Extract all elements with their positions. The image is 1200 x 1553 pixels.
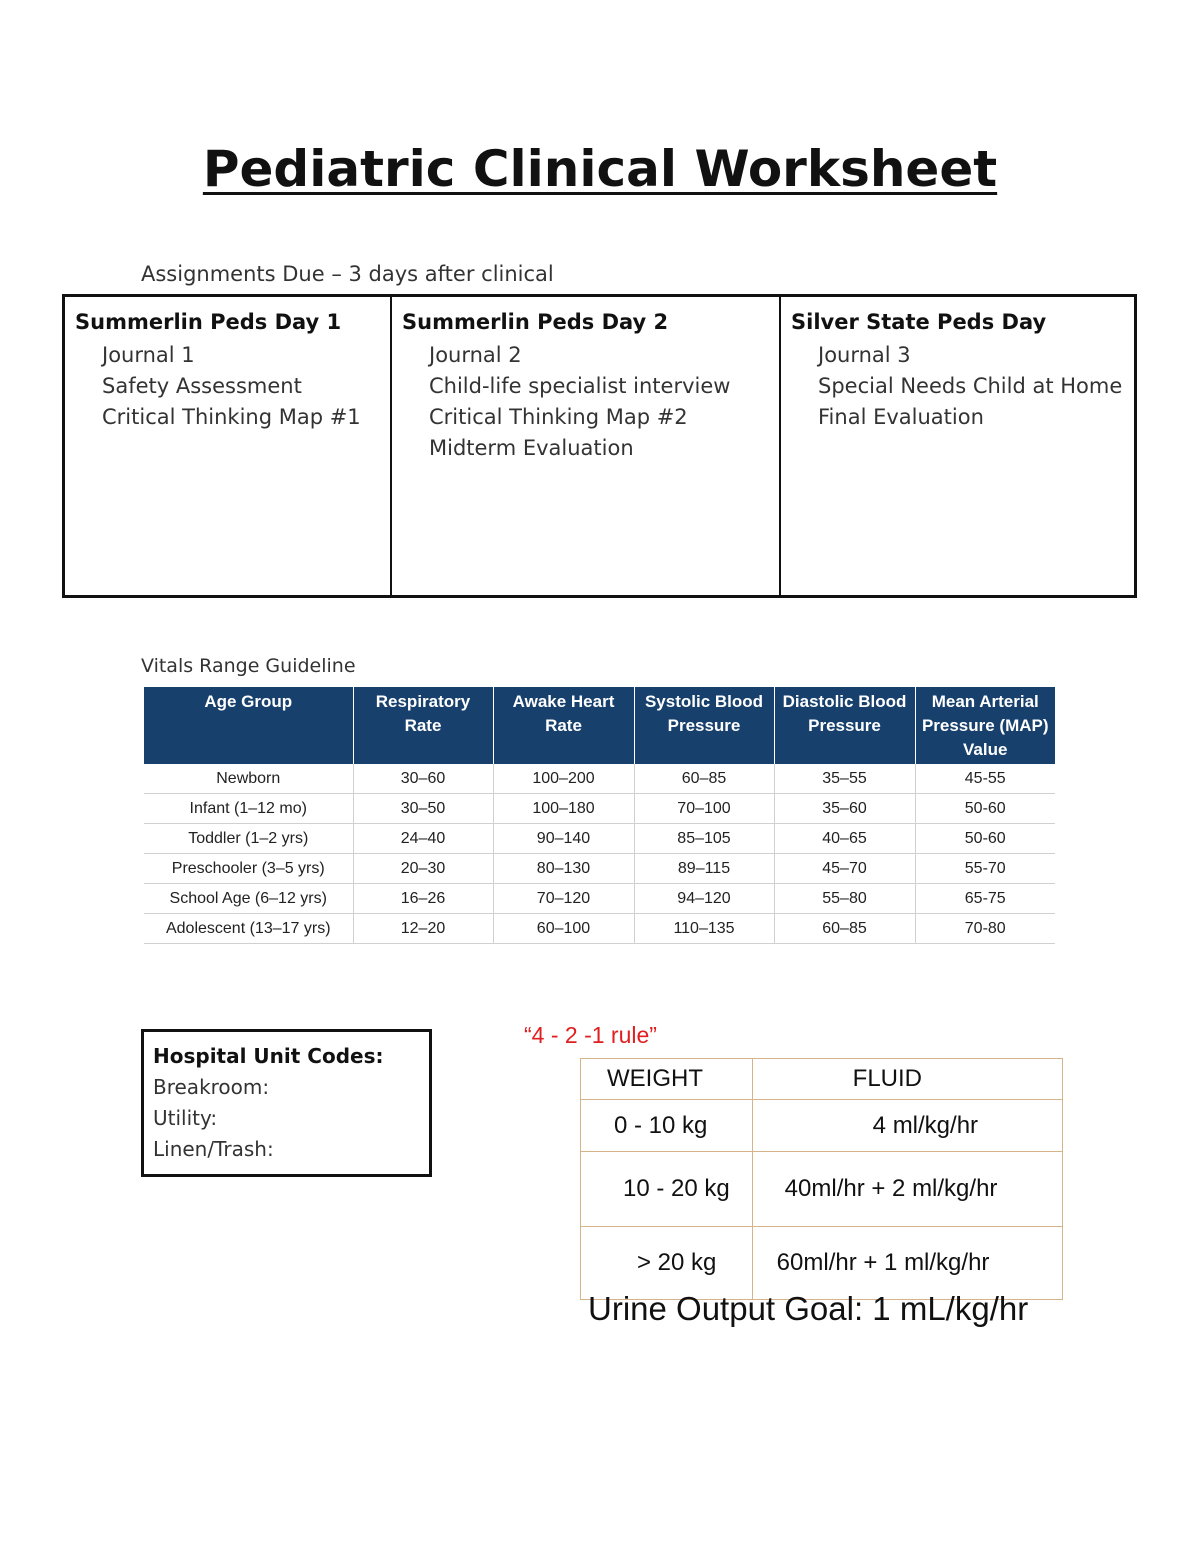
vitals-header-cell: Awake Heart Rate [493,687,634,764]
table-cell: School Age (6–12 yrs) [144,884,353,914]
assignment-heading: Summerlin Peds Day 2 [402,310,669,334]
table-cell: 70–120 [493,884,634,914]
table-cell: 60–85 [774,914,915,944]
fluid-header-fluid: FLUID [752,1059,1062,1100]
table-row [581,1100,1063,1152]
table-cell: 60–100 [493,914,634,944]
fluid-rule-title: “4 - 2 -1 rule” [524,1022,657,1048]
table-row [144,914,1055,944]
vitals-table [144,687,1055,944]
assignment-item: Child-life specialist interview [429,374,731,398]
vitals-header-cell: Mean Arterial Pressure (MAP) Value [915,687,1055,764]
table-cell: 70–100 [634,794,774,824]
table-cell: 100–180 [493,794,634,824]
table-cell: Adolescent (13–17 yrs) [144,914,353,944]
table-cell: 55-70 [915,854,1055,884]
table-cell: 85–105 [634,824,774,854]
table-row [581,1227,1063,1300]
table-cell: 30–60 [353,764,493,794]
table-cell: 110–135 [634,914,774,944]
vitals-header-row [144,687,1055,764]
table-cell: 35–55 [774,764,915,794]
fluid-header-weight: WEIGHT [581,1059,753,1100]
table-cell: 89–115 [634,854,774,884]
table-cell: 100–200 [493,764,634,794]
unit-codes-heading: Hospital Unit Codes: [153,1044,384,1068]
fluid-weight-cell: 10 - 20 kg [581,1152,753,1227]
unit-code-utility: Utility: [153,1106,218,1130]
table-cell: 40–65 [774,824,915,854]
assignment-item: Journal 1 [102,343,195,367]
assignment-item: Special Needs Child at Home [818,374,1123,398]
assignment-item: Critical Thinking Map #1 [102,405,361,429]
unit-code-linen-trash: Linen/Trash: [153,1137,274,1161]
table-cell: 94–120 [634,884,774,914]
table-row [144,854,1055,884]
fluid-header-row [581,1059,1063,1100]
fluid-weight-cell: 0 - 10 kg [581,1100,753,1152]
vitals-caption: Vitals Range Guideline [141,655,356,677]
table-cell: 70-80 [915,914,1055,944]
table-cell: 80–130 [493,854,634,884]
table-cell: 24–40 [353,824,493,854]
table-cell: 16–26 [353,884,493,914]
table-cell: 35–60 [774,794,915,824]
assignments-due-note: Assignments Due – 3 days after clinical [141,262,554,286]
fluid-rule-table [580,1058,1063,1300]
table-cell: Toddler (1–2 yrs) [144,824,353,854]
table-cell: 45–70 [774,854,915,884]
table-row [144,794,1055,824]
table-row [581,1152,1063,1227]
assignment-item: Journal 3 [818,343,911,367]
assignment-column-silver-state [779,297,1134,595]
assignment-column-day-1 [65,297,390,595]
assignments-table [62,294,1137,598]
table-cell: 60–85 [634,764,774,794]
table-cell: 12–20 [353,914,493,944]
table-cell: 55–80 [774,884,915,914]
table-row [144,824,1055,854]
assignment-item: Midterm Evaluation [429,436,634,460]
fluid-weight-cell: > 20 kg [581,1227,753,1300]
urine-output-goal: Urine Output Goal: 1 mL/kg/hr [588,1290,1029,1327]
assignment-item: Journal 2 [429,343,522,367]
assignment-item: Final Evaluation [818,405,984,429]
table-cell: 45-55 [915,764,1055,794]
hospital-unit-codes-box [141,1029,432,1177]
table-cell: 50-60 [915,794,1055,824]
table-row [144,764,1055,794]
unit-code-breakroom: Breakroom: [153,1075,270,1099]
table-cell: Infant (1–12 mo) [144,794,353,824]
table-cell: 20–30 [353,854,493,884]
table-cell: Newborn [144,764,353,794]
page-title: Pediatric Clinical Worksheet [202,140,998,198]
vitals-header-cell: Systolic Blood Pressure [634,687,774,764]
table-cell: Preschooler (3–5 yrs) [144,854,353,884]
table-cell: 50-60 [915,824,1055,854]
assignment-item: Safety Assessment [102,374,302,398]
vitals-header-cell: Respiratory Rate [353,687,493,764]
table-row [144,884,1055,914]
vitals-header-cell: Diastolic Blood Pressure [774,687,915,764]
fluid-rate-cell: 4 ml/kg/hr [752,1100,1062,1152]
table-cell: 65-75 [915,884,1055,914]
assignment-column-day-2 [390,297,779,595]
assignment-heading: Silver State Peds Day [791,310,1047,334]
assignment-item: Critical Thinking Map #2 [429,405,688,429]
table-cell: 30–50 [353,794,493,824]
vitals-header-cell: Age Group [144,687,353,764]
assignment-heading: Summerlin Peds Day 1 [75,310,342,334]
table-cell: 90–140 [493,824,634,854]
fluid-rate-cell: 40ml/hr + 2 ml/kg/hr [752,1152,1062,1227]
fluid-rate-cell: 60ml/hr + 1 ml/kg/hr [752,1227,1062,1300]
